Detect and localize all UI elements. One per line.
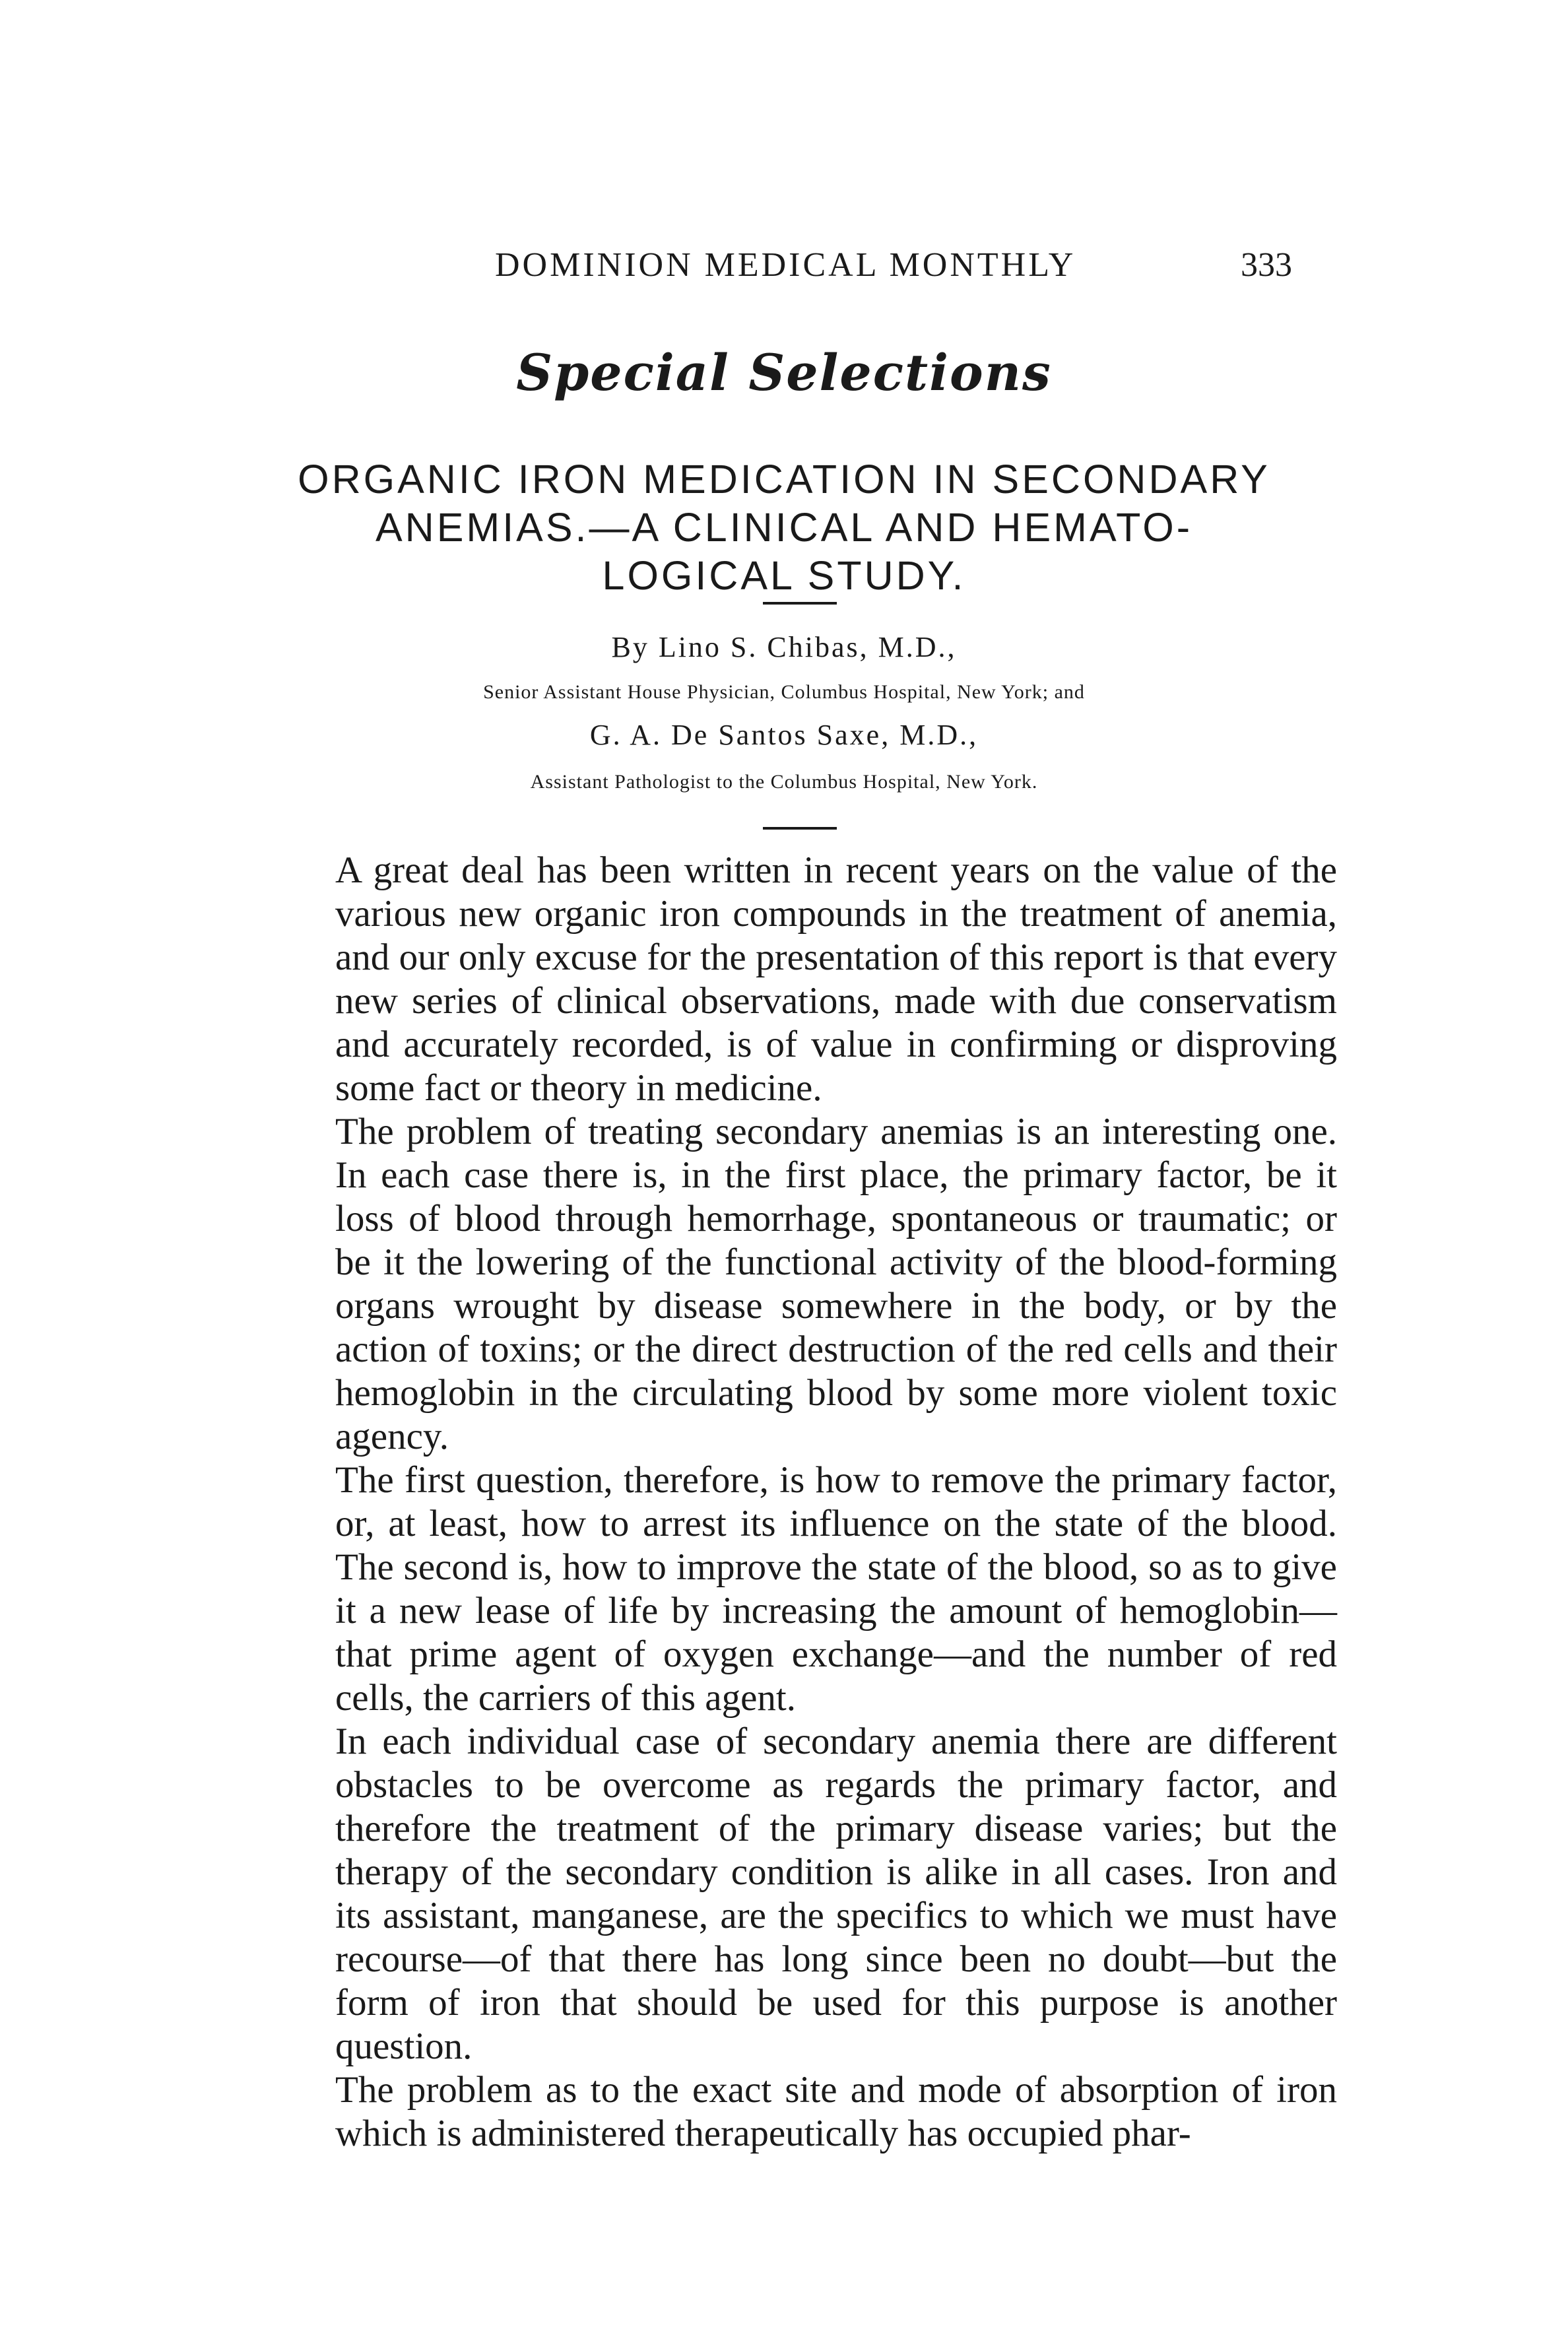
- body-paragraph: The first question, therefore, is how to remove the primary factor, or, at least, how to arrest its influence on the state of the blood. The second is, how to improve the state of the blood, so as to give it a new lease of life by increasing the amount of hemoglobin—that prime agent of oxygen exchange—and the number of red cells, the carriers of this agent.: [335, 1459, 1337, 1719]
- page-number: 333: [1241, 246, 1292, 284]
- author-name: G. A. De Santos Saxe, M.D.,: [589, 719, 979, 751]
- author-affiliation: Assistant Pathologist to the Columbus Hospital, New York.: [530, 771, 1038, 793]
- body-paragraph: The problem of treating secondary anemias is an interesting one. In each case there is, in the first place, the primary factor, be it loss of blood through hemorrhage, spontaneous or traumatic; or be it the lowering of the functional activity of the blood-forming organs wrought by disease somewhere in the body, or by the action of toxins; or the direct destruction of the red cells and their hemoglobin in the circulating blood by some more violent toxic agency.: [335, 1111, 1337, 1457]
- title-divider: [763, 602, 837, 605]
- article-body: [335, 849, 1337, 2156]
- author-name: By Lino S. Chibas, M.D.,: [611, 631, 957, 663]
- section-heading: Special Selections: [516, 343, 1052, 402]
- article-title: [0, 455, 1568, 600]
- byline-divider: [763, 827, 837, 830]
- body-paragraph: A great deal has been written in recent years on the value of the various new organic iron compounds in the treatment of anemia, and our only excuse for the presentation of this report is that every new series of clinical observations, made with due conservatism and accurately recorded, is of value in confirming or disproving some fact or theory in medicine.: [335, 849, 1337, 1109]
- journal-title: DOMINION MEDICAL MONTHLY: [495, 246, 1076, 284]
- article-title-line: LOGICAL STUDY.: [602, 553, 966, 598]
- running-header: [0, 246, 1568, 292]
- body-paragraph: The problem as to the exact site and mode of absorption of iron which is administered therapeutically has occupied phar-: [335, 2069, 1337, 2154]
- author-affiliation: Senior Assistant House Physician, Columbus Hospital, New York; and: [483, 681, 1085, 703]
- article-title-line: ORGANIC IRON MEDICATION IN SECONDARY: [298, 457, 1270, 502]
- article-title-line: ANEMIAS.—A CLINICAL AND HEMATO-: [375, 505, 1193, 550]
- body-paragraph: In each individual case of secondary anemia there are different obstacles to be overcome as regards the primary factor, and therefore the treatment of the primary disease varies; but the therapy of the secondary condition is alike in all cases. Iron and its assistant, manganese, are the specifics to which we must have recourse—of that there has long since been no doubt—but the form of iron that should be used for this purpose is another question.: [335, 1721, 1337, 2067]
